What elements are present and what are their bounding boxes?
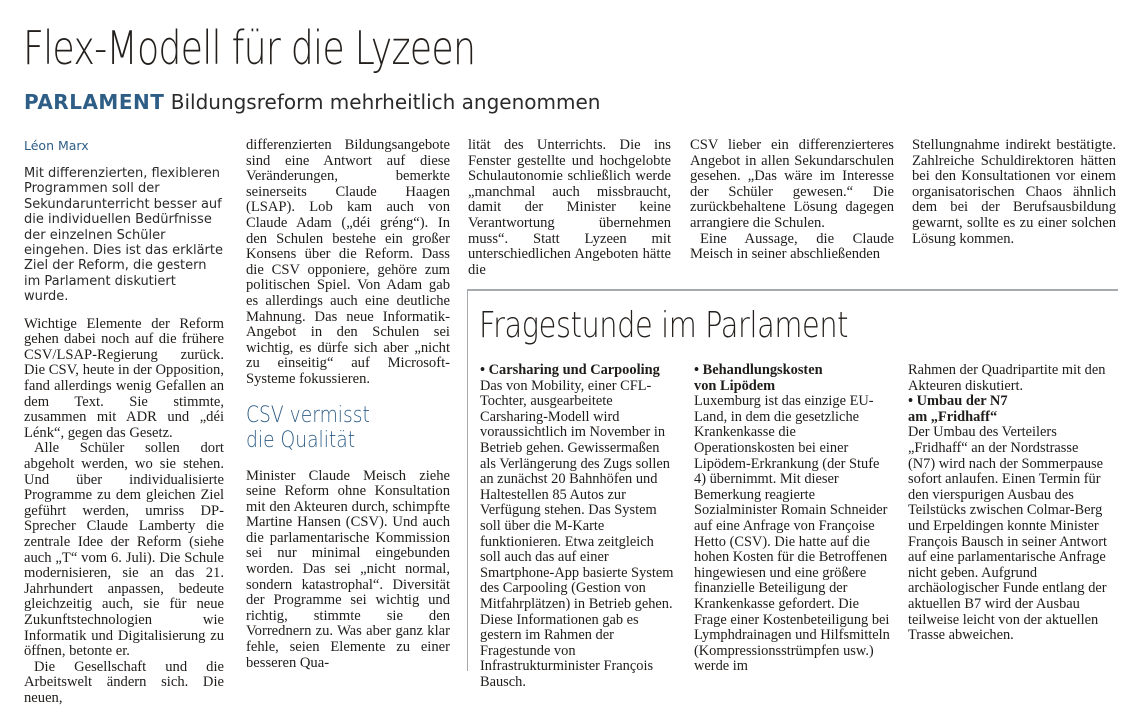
article-column-3 <box>468 138 671 278</box>
article-headline: Flex-Modell für die Lyzeen <box>23 21 476 75</box>
item-heading: von Lipödem <box>694 377 776 394</box>
body-paragraph: Alle Schüler sollen dort abgeholt werden, wo sie stehen. Und über individualisierte Programme zu dem gleichen Ziel geführt werden, umriss DP-Sprecher Claude Lamberty die zentrale Idee der Reform (siehe auch „T“ vom 6. Juli). Die Schule modernisieren, sie an das 21. Jahrhundert anpassen, bedeute gleichzeitig auch, sie für neue Zukunftstechnologien wie Informatik und Digitalisierung zu öffnen, betonte er. <box>24 440 224 660</box>
article-column-1 <box>24 166 224 707</box>
body-paragraph: lität des Unterrichts. Die ins Fenster gestellte und hochgelobte Schulautonomie schließlich werde „manchmal auch missbraucht, damit der Minister keine Verantwortung übernehmen muss“. Statt Lyzeen mit unterschiedlichen Angeboten hätte die <box>468 137 671 278</box>
subtitle-line: CSV vermisst <box>246 402 370 428</box>
item-text: Das von Mobility, einer CFL-Tochter, ausgearbeitete Carsharing-Modell wird voraussichtlich im November in Betrieb gehen. Gewissermaßen als Verlängerung des Zugs sollen an zunächst 20 Bahnhöfen und Haltestellen 85 Autos zur Verfügung stehen. Das System soll über die M-Karte funktionieren. Etwa zeitgleich soll auch das auf einer Smartphone-App basierte System des Carpooling (Gestion von Mitfahrplätzen) in Betrieb gehen. Diese Informationen gab es gestern im Rahmen der Fragestunde von Infrastrukturminister François Bausch. <box>480 377 674 690</box>
body-paragraph: differenzierten Bildungsangebote sind eine Antwort auf diese Veränderungen, bemerkte seinerseits Claude Haagen (LSAP). Lob kam auch von Claude Adam („déi gréng“). In den Schulen bestehe ein großer Konsens über die Reform. Dass die CSV opponiere, gehöre zum politischen Spiel. Von Adam gab es allerdings auch eine deutliche Mahnung. Das neue Informatik-Angebot in den Schulen sei wichtig, es dürfe sich aber „nicht zu einseitig“ auf Microsoft-Systeme fokussieren. <box>246 137 450 387</box>
item-heading: • Umbau der N7 <box>908 393 1008 410</box>
article-column-4 <box>690 138 894 263</box>
item-heading: am „Fridhaff“ <box>908 408 998 425</box>
body-paragraph: CSV lieber ein differenzierteres Angebot in allen Sekundarschulen gesehen. „Das wäre im Interesse der Schüler gewesen.“ Die zurückbehaltene Lösung dagegen arrangiere die Schulen. <box>690 137 894 231</box>
body-paragraph: Wichtige Elemente der Reform gehen dabei noch auf die frühere CSV/LSAP-Regierung zurück. Die CSV, heute in der Opposition, fand allerdings wenig Gefallen an dem Text. Sie stimmte, zusammen mit ADR und „déi Lénk“, gegen das Gesetz. <box>24 315 224 441</box>
info-box-column-2 <box>694 363 894 675</box>
subheadline-text: Bildungsreform mehrheitlich angenommen <box>170 90 601 114</box>
item-heading: • Behandlungskosten <box>694 362 823 378</box>
subtitle-line: die Qualität <box>246 427 356 453</box>
info-box-column-1 <box>480 363 678 690</box>
item-heading: • Carsharing und Carpooling <box>480 362 660 378</box>
item-text: Rahmen der Quadripartite mit den Akteuren diskutiert. <box>908 362 1106 394</box>
section-subtitle <box>246 403 419 453</box>
item-text: Luxemburg ist das einzige EU-Land, in dem die gesetzliche Krankenkasse die Operationskosten bei einer Lipödem-Erkrankung (der Stufe 4) übernimmt. Mit dieser Bemerkung reagierte Sozialminister Romain Schneider auf eine Anfrage von Françoise Hetto (CSV). Die hatte auf die hohen Kosten für die Betroffenen hingewiesen und eine größere finanzielle Beteiligung der Krankenkasse gefordert. Die Frage einer Kostenbeteiligung bei Lymphdrainagen und Hilfsmitteln (Kompressionsstrümpfen usw.) werde im <box>694 393 890 675</box>
author-byline: Léon Marx <box>24 138 89 153</box>
article-subheadline <box>24 89 600 115</box>
info-box-column-3 <box>908 363 1108 644</box>
body-paragraph: Stellungnahme indirekt bestätigte. Zahlreiche Schuldirektoren hätten bei den Konsultationen vor einem organisatorischen Chaos ähnlich dem bei der Berufsausbildung gewarnt, sollte es zu einer solchen Lösung kommen. <box>912 137 1116 247</box>
article-column-5 <box>912 138 1116 247</box>
body-paragraph: Eine Aussage, die Claude Meisch in seiner abschließenden <box>690 230 894 263</box>
info-box-title: Fragestunde im Parlament <box>479 305 849 346</box>
intro-paragraph: Mit differenzierten, flexibleren Programmen soll der Sekundarunterricht besser auf die individuellen Bedürfnisse der einzelnen Schüler eingehen. Dies ist das erklärte Ziel der Reform, die gestern im Parlament diskutiert wurde. <box>24 166 223 305</box>
body-paragraph: Die Gesellschaft und die Arbeitswelt ändern sich. Die neuen, <box>24 658 224 706</box>
body-paragraph: Minister Claude Meisch ziehe seine Reform ohne Konsultation mit den Akteuren durch, schimpfte Martine Hansen (CSV). Und auch die parlamentarische Kommission sei nur minimal eingebunden worden. Das sei „nicht normal, sondern katastrophal“. Diversität der Programme sei wichtig und richtig, stimmte sie den Vorrednern zu. Was aber ganz klar fehle, seien Elemente zu einer besseren Qua- <box>246 467 450 671</box>
article-column-2 <box>246 138 450 671</box>
section-kicker: PARLAMENT <box>24 90 165 114</box>
item-text: Der Umbau des Verteilers „Fridhaff“ an der Nordstrasse (N7) wird nach der Sommerpause sofort anlaufen. Einen Termin für den vierspurigen Ausbau des Teilstücks zwischen Colmar-Berg und Erpeldingen konnte Minister François Bausch in seiner Antwort auf eine parlamentarische Anfrage nicht geben. Aufgrund archäologischer Funde entlang der aktuellen B7 wird der Ausbau teilweise leicht von der aktuellen Trasse abweichen. <box>908 424 1108 644</box>
